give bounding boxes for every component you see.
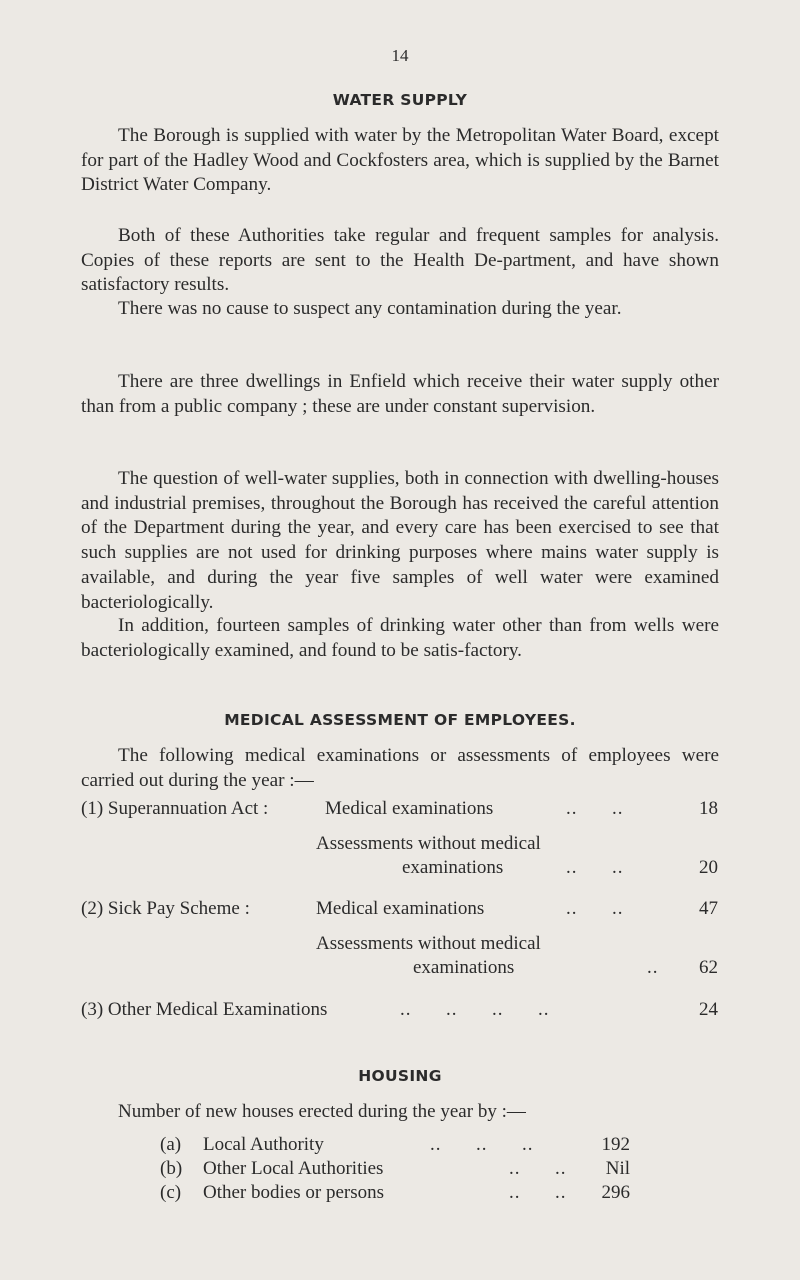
sick-pay-medical-value: 47 <box>699 898 718 919</box>
page-number: 14 <box>391 46 409 65</box>
sick-pay-medical-label: Medical examinations <box>316 898 485 919</box>
superannuation-label: (1) Superannuation Act : <box>81 798 269 819</box>
medical-intro: The following medical examinations or assessments of employees were carried out during the year :— <box>81 745 719 791</box>
housing-item-value: Nil <box>605 1158 630 1179</box>
superannuation-medical-label: Medical examinations <box>325 798 494 819</box>
sick-pay-assessments-value: 62 <box>699 957 718 978</box>
leader-dots: .. .. <box>509 1182 567 1203</box>
leader-dots: .. .. <box>566 898 624 919</box>
housing-item-value: 296 <box>601 1182 630 1203</box>
housing-intro: Number of new houses erected during the year by :— <box>118 1101 526 1122</box>
superannuation-assessments-value: 20 <box>699 857 718 878</box>
sick-pay-label: (2) Sick Pay Scheme : <box>81 898 250 919</box>
superannuation-medical-value: 18 <box>699 798 718 819</box>
other-examinations-value: 24 <box>699 999 718 1020</box>
leader-dots: .. <box>647 957 659 978</box>
housing-item-marker: (c) <box>160 1182 182 1203</box>
superannuation-assessments-label-1: Assessments without medical <box>316 833 541 854</box>
medical-assessment-heading: MEDICAL ASSESSMENT OF EMPLOYEES. <box>224 711 576 729</box>
leader-dots: .. .. <box>566 857 624 878</box>
sick-pay-assessments-label-1: Assessments without medical <box>316 933 541 954</box>
water-paragraph-4: There are three dwellings in Enfield which receive their water supply other than from a public company ; these are under constant supervision. <box>81 371 719 417</box>
water-paragraph-5: The question of well-water supplies, both in connection with dwelling-houses and industrial premises, throughout the Borough has received the careful attention of the Department during the year, and every care has been exercised to see that such supplies are not used for drinking purposes where mains water supply is available, and during the year five samples of well water were examined bacteriologically. <box>81 468 719 613</box>
leader-dots: .. .. .. <box>430 1134 534 1155</box>
leader-dots: .. .. .. .. <box>400 999 550 1020</box>
leader-dots: .. .. <box>566 798 624 819</box>
housing-item-label: Local Authority <box>203 1134 324 1155</box>
leader-dots: .. .. <box>509 1158 567 1179</box>
housing-heading: HOUSING <box>358 1067 442 1085</box>
water-paragraph-3: There was no cause to suspect any contamination during the year. <box>118 298 622 319</box>
other-examinations-label: (3) Other Medical Examinations <box>81 999 328 1020</box>
housing-item-marker: (a) <box>160 1134 182 1155</box>
sick-pay-assessments-label-2: examinations <box>413 957 515 978</box>
housing-item-value: 192 <box>601 1134 630 1155</box>
superannuation-assessments-label-2: examinations <box>402 857 504 878</box>
water-supply-heading: WATER SUPPLY <box>332 91 468 109</box>
water-paragraph-2: Both of these Authorities take regular and frequent samples for analysis. Copies of these reports are sent to the Health De-partment, and have shown satisfactory results. <box>81 225 719 296</box>
housing-item-label: Other bodies or persons <box>203 1182 384 1203</box>
housing-item-marker: (b) <box>160 1158 183 1179</box>
housing-item-label: Other Local Authorities <box>203 1158 384 1179</box>
water-paragraph-1: The Borough is supplied with water by the Metropolitan Water Board, except for part of the Hadley Wood and Cockfosters area, which is supplied by the Barnet District Water Company. <box>81 125 719 196</box>
water-paragraph-6: In addition, fourteen samples of drinking water other than from wells were bacteriologically examined, and found to be satis-factory. <box>81 615 719 661</box>
